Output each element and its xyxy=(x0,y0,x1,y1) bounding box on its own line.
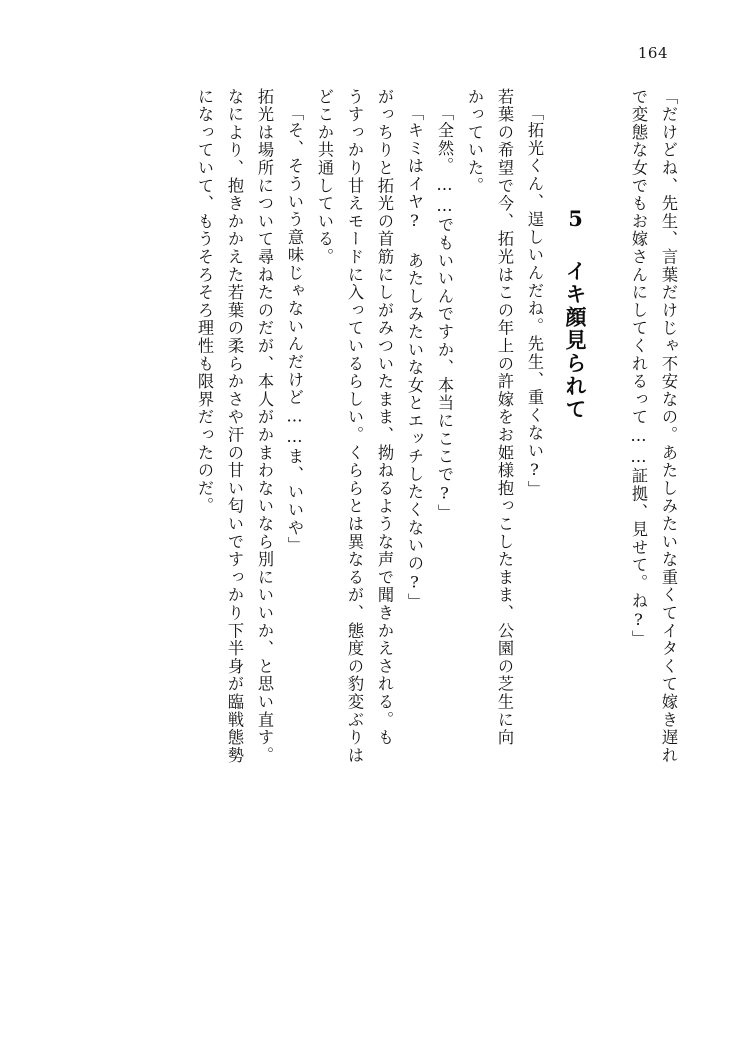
text-line: になっていて、もうそろそろ理性も限界だったのだ。 xyxy=(195,88,214,516)
text-line: 「キミはイヤ? あたしみたいな女とエッチしたくないの?」 xyxy=(405,104,424,611)
text-line: かっていた。 xyxy=(465,88,484,195)
vertical-text-body xyxy=(108,88,676,976)
chapter-heading: 5 イキ顔見られて xyxy=(563,206,588,421)
text-line: どこか共通している。 xyxy=(315,88,334,266)
text-line: うすっかり甘えモードに入っているらしい。くららとは異なるが、態度の豹変ぶりは xyxy=(345,88,364,765)
column-spacer xyxy=(590,88,616,976)
text-line: 「そ、そういう意味じゃないんだけど……ま、いいや」 xyxy=(285,104,304,555)
text-line: 拓光は場所について尋ねたのだが、本人がかまわないなら別にいいか、と思い直す。 xyxy=(255,88,274,765)
text-line: 「だけどね、先生、言葉だけじゃ不安なの。あたしみたいな重くてイタくて嫁き遅れ xyxy=(659,88,678,765)
page-number: 164 xyxy=(637,44,668,62)
text-line: 若葉の希望で今、拓光はこの年上の許嫁をお姫様抱っこしたまま、公園の芝生に向 xyxy=(495,88,514,747)
text-line: 「拓光くん、逞しいんだね。先生、重くない?」 xyxy=(525,104,544,499)
text-line: で変態な女でもお嫁さんにしてくれるって……証拠、見せて。ね?」 xyxy=(629,88,648,649)
text-line: 「全然。……でもいいんですか、本当にここで?」 xyxy=(435,104,454,522)
text-line: なにより、抱きかかえた若葉の柔らかさや汗の甘い匂いですっかり下半身が臨戦態勢 xyxy=(225,88,244,765)
column-spacer xyxy=(542,88,556,976)
text-line: がっちりと拓光の首筋にしがみついたまま、拗ねるような声で聞きかえされる。も xyxy=(375,88,394,747)
